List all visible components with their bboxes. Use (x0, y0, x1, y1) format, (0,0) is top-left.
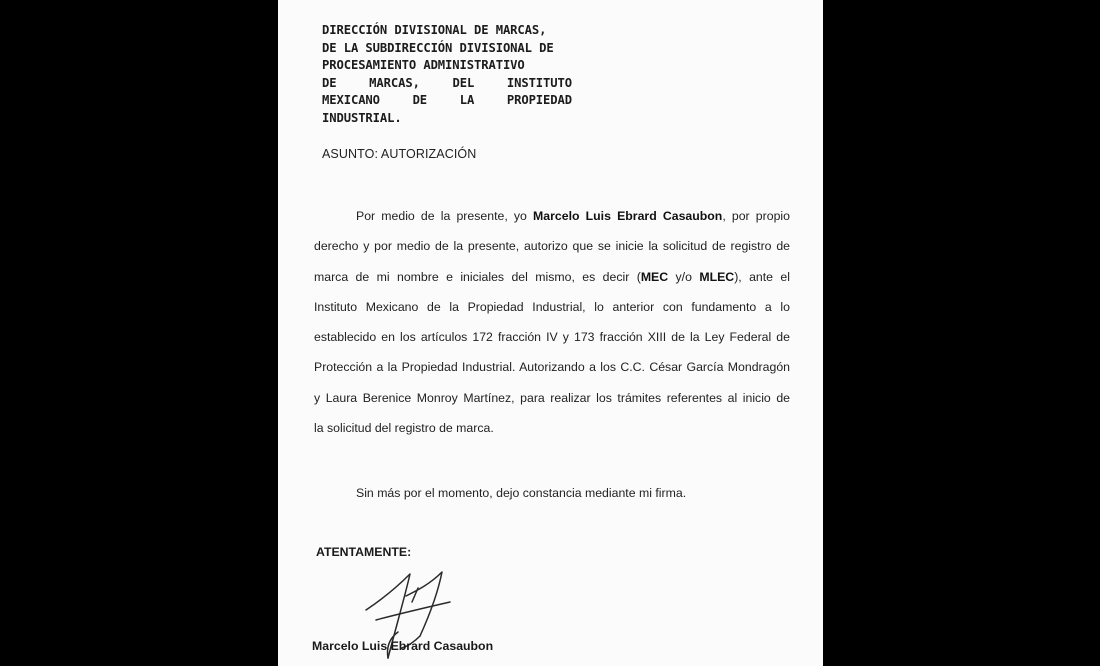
paragraph-line (314, 265, 790, 295)
text-span: ), ante el (734, 269, 790, 284)
paragraph-line: establecido en los artículos 172 fracción IV y 173 fracción XIII de la Ley Federal de (314, 330, 790, 345)
paragraph-line: la solicitud del registro de marca. (314, 421, 494, 436)
addressee-line: DE LA SUBDIRECCIÓN DIVISIONAL DE (322, 40, 554, 55)
addressee-line: INDUSTRIAL. (322, 110, 402, 125)
addressee-block (322, 22, 572, 128)
paragraph-line: y Laura Berenice Monroy Martínez, para realizar los trámites referentes al inicio de (314, 390, 790, 405)
author-name: Marcelo Luis Ebrard Casaubon (533, 209, 723, 223)
paragraph-line: Instituto Mexicano de la Propiedad Industrial, lo anterior con fundamento a lo (314, 299, 790, 314)
trademark-mec: MEC (640, 269, 669, 284)
paragraph-line (314, 204, 790, 234)
subject-line: ASUNTO: AUTORIZACIÓN (322, 147, 477, 161)
addressee-line: DE MARCAS, DEL INSTITUTO (322, 75, 572, 90)
body-paragraph (314, 204, 790, 446)
addressee-line: DIRECCIÓN DIVISIONAL DE MARCAS, (322, 23, 547, 37)
closing-line: Sin más por el momento, dejo constancia mediante mi firma. (356, 486, 687, 500)
text-span: , por propio (722, 209, 790, 223)
document-page (278, 0, 823, 666)
paragraph-line: Protección a la Propiedad Industrial. Autorizando a los C.C. César García Mondragón (314, 360, 790, 375)
text-span: Por medio de la presente, yo (356, 209, 534, 223)
trademark-mlec: MLEC (699, 269, 735, 284)
addressee-line: MEXICANO DE LA PROPIEDAD (322, 93, 572, 108)
text-span: y/o (668, 269, 700, 284)
addressee-line: PROCESAMIENTO ADMINISTRATIVO (322, 58, 525, 73)
text-span: marca de mi nombre e iniciales del mismo, es decir ( (314, 269, 641, 284)
signer-name: Marcelo Luis Ebrard Casaubon (312, 639, 494, 653)
valediction: ATENTAMENTE: (316, 545, 412, 559)
paragraph-line: derecho y por medio de la presente, autorizo que se inicie la solicitud de registro de (314, 239, 790, 254)
